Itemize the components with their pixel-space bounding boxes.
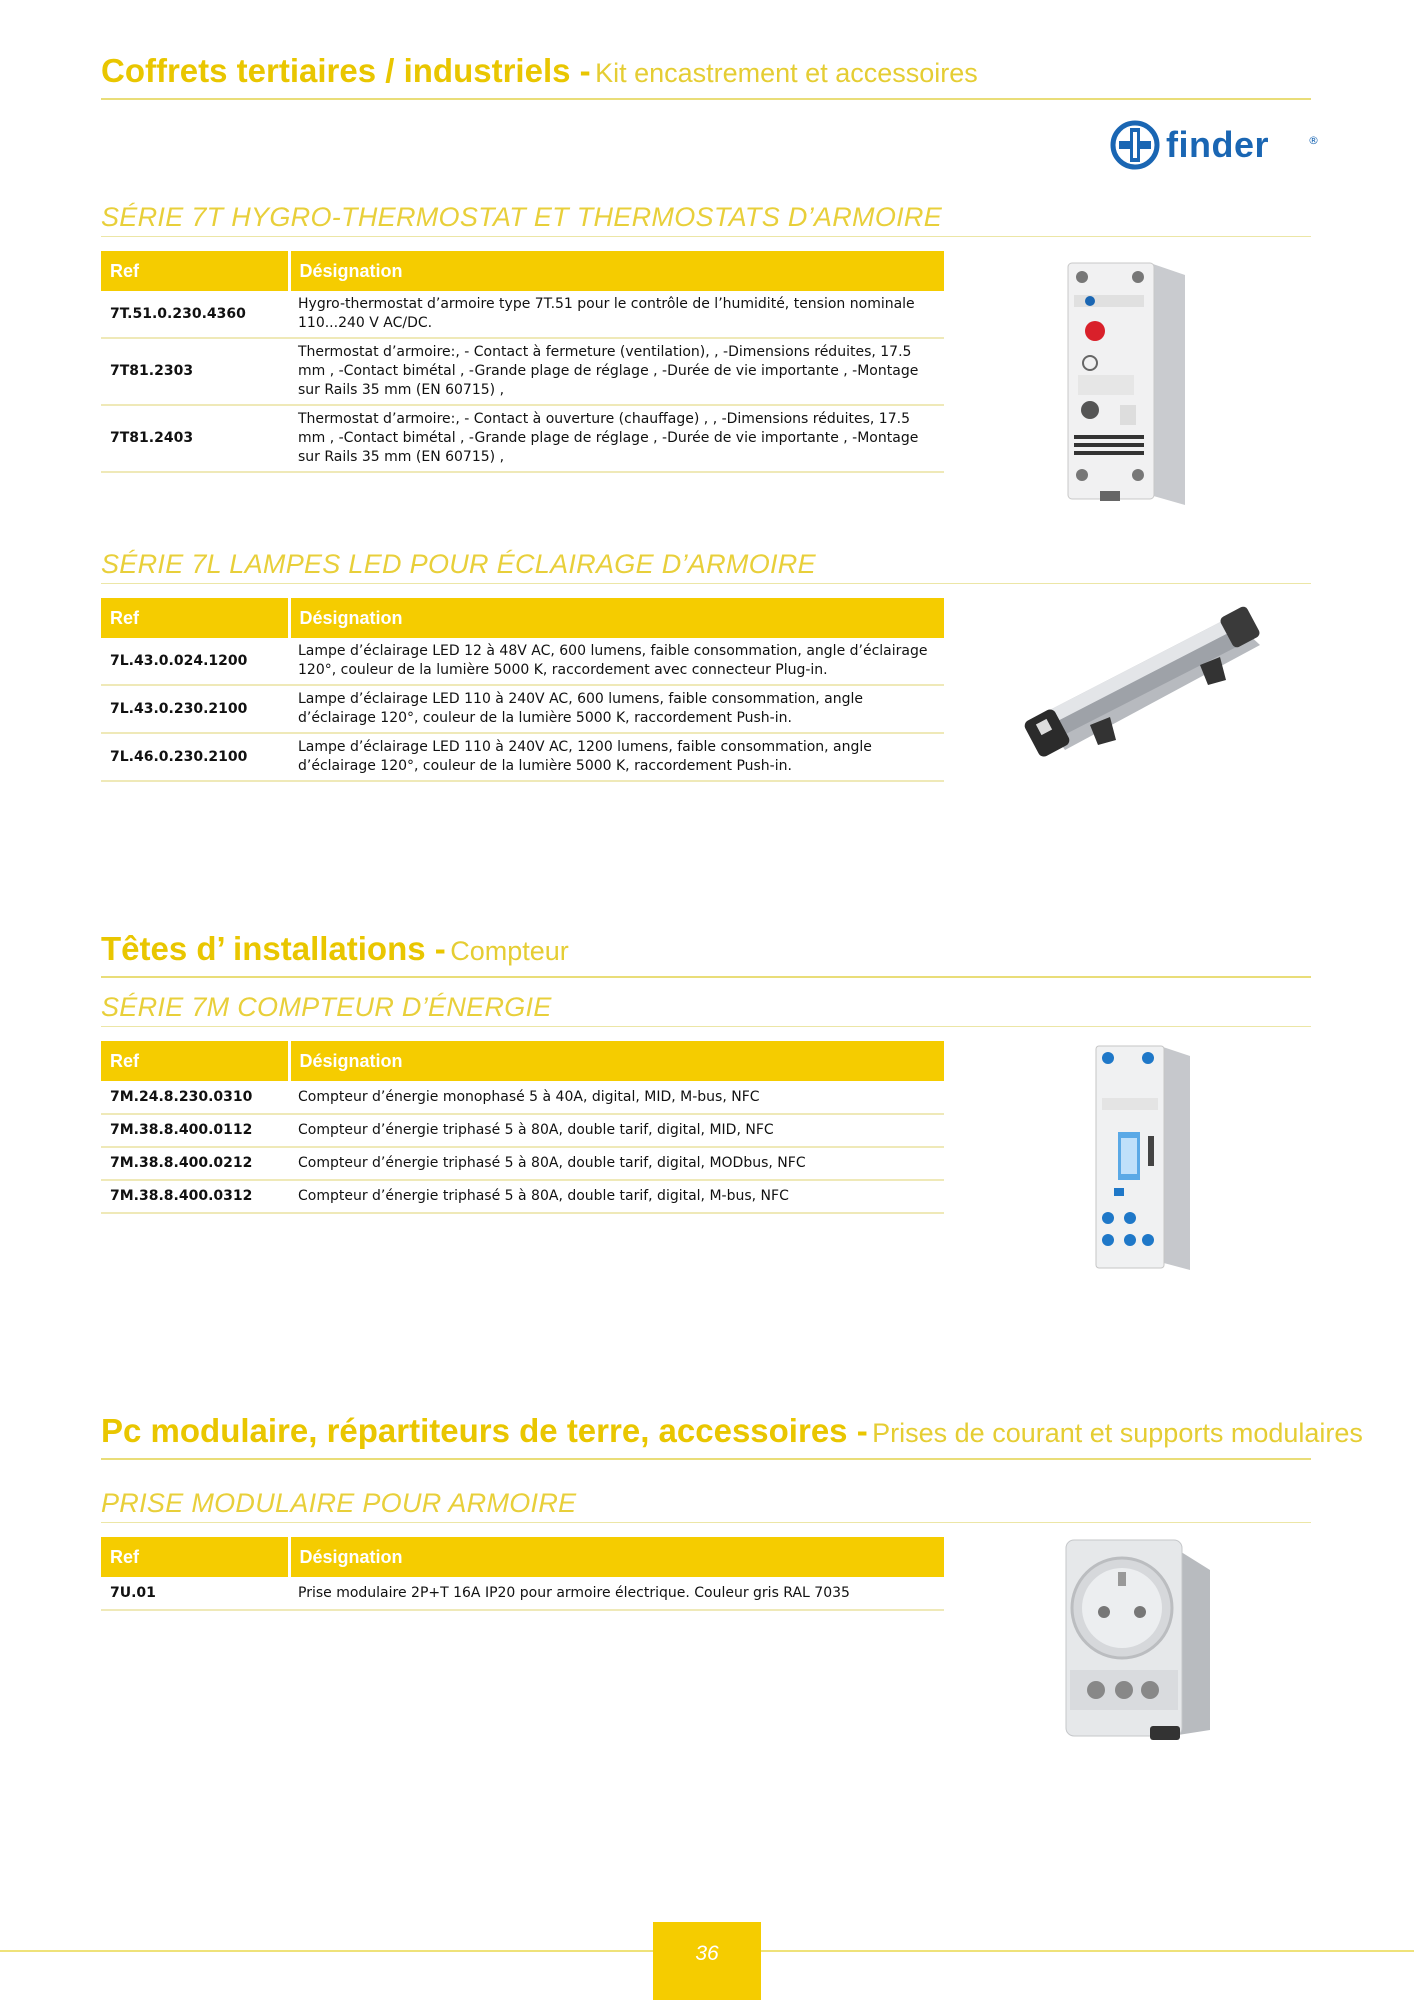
ref-cell: 7M.24.8.230.0310: [101, 1081, 289, 1114]
column-header-ref: Ref: [101, 251, 289, 291]
column-header-ref: Ref: [101, 1041, 289, 1081]
designation-cell: Compteur d’énergie triphasé 5 à 80A, double tarif, digital, MODbus, NFC: [289, 1147, 944, 1180]
page-number-box: [653, 1922, 761, 2000]
table-row: [101, 291, 944, 338]
section-title-bold: Coffrets tertiaires / industriels -: [101, 52, 591, 89]
table-row: [101, 733, 944, 781]
designation-cell: Compteur d’énergie monophasé 5 à 40A, digital, MID, M-bus, NFC: [289, 1081, 944, 1114]
ref-cell: 7T.51.0.230.4360: [101, 291, 289, 338]
designation-cell: Lampe d’éclairage LED 110 à 240V AC, 600 lumens, faible consommation, angle d’éclairage 120°, couleur de la lumière 5000 K, raccordement Push-in.: [289, 685, 944, 733]
section-heading-pc-modulaire: [101, 1412, 1363, 1460]
series-title-7t: SÉRIE 7T HYGRO-THERMOSTAT ET THERMOSTATS D’ARMOIRE: [101, 202, 1311, 237]
finder-logo-icon: [1110, 120, 1160, 170]
ref-cell: 7L.43.0.230.2100: [101, 685, 289, 733]
designation-cell: Compteur d’énergie triphasé 5 à 80A, double tarif, digital, M-bus, NFC: [289, 1180, 944, 1213]
product-table-7t: [101, 251, 944, 473]
table-row: [101, 1147, 944, 1180]
column-header-designation: Désignation: [289, 1041, 944, 1081]
table-row: [101, 338, 944, 405]
ref-cell: 7M.38.8.400.0112: [101, 1114, 289, 1147]
column-header-designation: Désignation: [289, 251, 944, 291]
section-title-bold: Pc modulaire, répartiteurs de terre, accessoires -: [101, 1412, 868, 1449]
table-row: [101, 405, 944, 472]
section-heading-tetes: [101, 930, 1311, 978]
designation-cell: Prise modulaire 2P+T 16A IP20 pour armoire électrique. Couleur gris RAL 7035: [289, 1577, 944, 1610]
series-title-7m: SÉRIE 7M COMPTEUR D’ÉNERGIE: [101, 992, 1311, 1027]
series-title-prise: PRISE MODULAIRE POUR ARMOIRE: [101, 1488, 1311, 1523]
section-title-bold: Têtes d’ installations -: [101, 930, 446, 967]
ref-cell: 7U.01: [101, 1577, 289, 1610]
thermostat-product-image: [1060, 255, 1250, 515]
ref-cell: 7M.38.8.400.0312: [101, 1180, 289, 1213]
page-number: 36: [695, 1942, 719, 1965]
product-table-7m: [101, 1041, 944, 1214]
finder-logo-text: finder: [1166, 124, 1270, 165]
table-row: [101, 638, 944, 685]
finder-logo: [1110, 120, 1320, 172]
table-row: [101, 1180, 944, 1213]
ref-cell: 7T81.2303: [101, 338, 289, 405]
energy-meter-product-image: [1090, 1040, 1210, 1280]
registered-mark: ®: [1308, 134, 1319, 147]
ref-cell: 7L.46.0.230.2100: [101, 733, 289, 781]
designation-cell: Lampe d’éclairage LED 110 à 240V AC, 1200 lumens, faible consommation, angle d’éclairage 120°, couleur de la lumière 5000 K, raccordement Push-in.: [289, 733, 944, 781]
column-header-ref: Ref: [101, 598, 289, 638]
section-title-light: Compteur: [450, 936, 569, 966]
series-title-7l: SÉRIE 7L LAMPES LED POUR ÉCLAIRAGE D’ARMOIRE: [101, 549, 1311, 584]
column-header-designation: Désignation: [289, 1537, 944, 1577]
section-title-light: Prises de courant et supports modulaires: [872, 1418, 1363, 1448]
ref-cell: 7M.38.8.400.0212: [101, 1147, 289, 1180]
designation-cell: Hygro-thermostat d’armoire type 7T.51 pour le contrôle de l’humidité, tension nominale 110...240 V AC/DC.: [289, 291, 944, 338]
designation-cell: Thermostat d’armoire:, - Contact à ouverture (chauffage) , , -Dimensions réduites, 17.5 mm , -Contact bimétal , -Grande plage de réglage , -Durée de vie importante , -Montage sur Rails 35 mm (EN 60715) ,: [289, 405, 944, 472]
table-row: [101, 1114, 944, 1147]
ref-cell: 7T81.2403: [101, 405, 289, 472]
column-header-designation: Désignation: [289, 598, 944, 638]
socket-product-image: [1060, 1530, 1220, 1750]
table-row: [101, 1577, 944, 1610]
designation-cell: Thermostat d’armoire:, - Contact à fermeture (ventilation), , -Dimensions réduites, 17.5 mm , -Contact bimétal , -Grande plage de réglage , -Durée de vie importante , -Montage sur Rails 35 mm (EN 60715) ,: [289, 338, 944, 405]
table-row: [101, 1081, 944, 1114]
designation-cell: Lampe d’éclairage LED 12 à 48V AC, 600 lumens, faible consommation, angle d’éclairage 120°, couleur de la lumière 5000 K, raccordement avec connecteur Plug-in.: [289, 638, 944, 685]
ref-cell: 7L.43.0.024.1200: [101, 638, 289, 685]
section-heading-coffrets: [101, 52, 1311, 100]
table-row: [101, 685, 944, 733]
designation-cell: Compteur d’énergie triphasé 5 à 80A, double tarif, digital, MID, NFC: [289, 1114, 944, 1147]
section-title-light: Kit encastrement et accessoires: [595, 58, 978, 88]
led-lamp-product-image: [1020, 605, 1270, 765]
column-header-ref: Ref: [101, 1537, 289, 1577]
product-table-prise: [101, 1537, 944, 1611]
product-table-7l: [101, 598, 944, 782]
